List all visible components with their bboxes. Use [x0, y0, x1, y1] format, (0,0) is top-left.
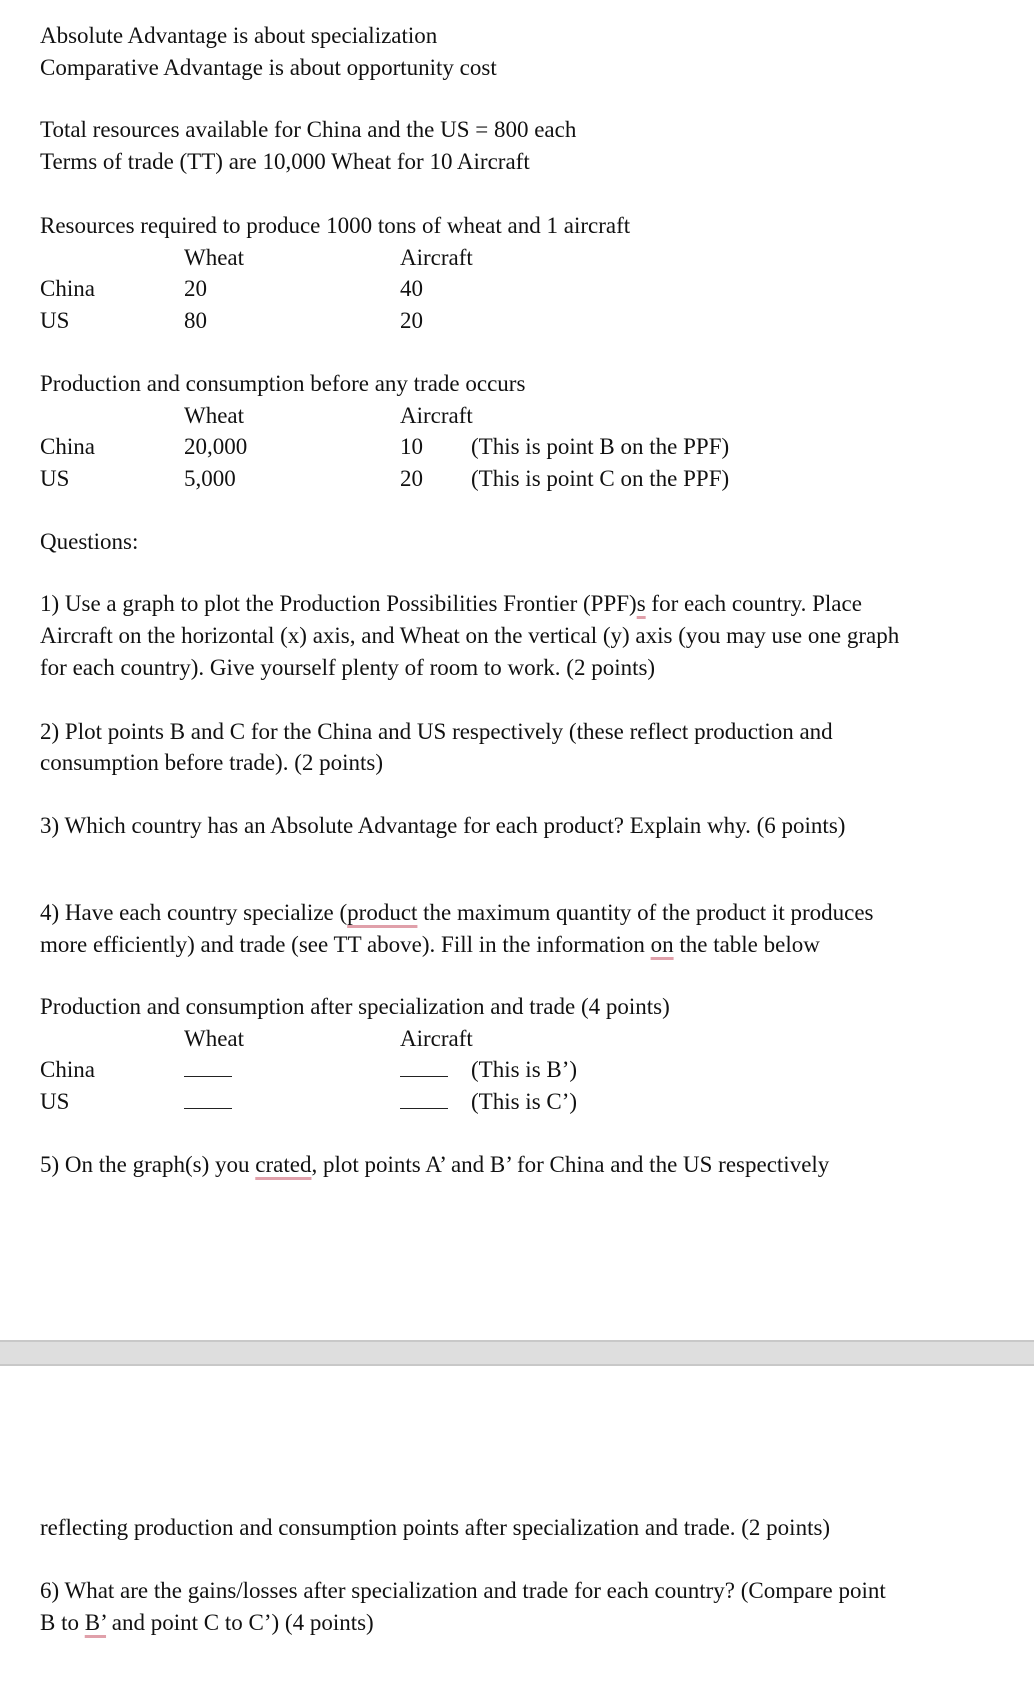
blank-aircraft-field[interactable] [400, 1054, 448, 1086]
col-head-wheat: Wheat [184, 403, 245, 428]
row-country: US [40, 466, 70, 491]
blank-wheat-field[interactable] [184, 1054, 232, 1086]
row-country: China [40, 276, 95, 301]
row-aircraft: 10 [400, 434, 423, 459]
row-aircraft: 40 [400, 276, 423, 301]
row-aircraft: 20 [400, 466, 423, 491]
row-wheat: 20 [184, 276, 207, 301]
question-2-line-2: consumption before trade). (2 points) [40, 750, 383, 775]
question-4-line-2: more efficiently) and trade (see TT above). Fill in the information on the table below [40, 932, 820, 957]
question-1-line-1: 1) Use a graph to plot the Production Possibilities Frontier (PPF)s for each country. Place [40, 591, 862, 616]
spellcheck-underline: product [347, 900, 418, 925]
col-head-aircraft: Aircraft [400, 245, 473, 270]
question-3: 3) Which country has an Absolute Advantage for each product? Explain why. (6 points) [40, 813, 846, 838]
before-trade-title: Production and consumption before any trade occurs [40, 371, 526, 396]
row-wheat: 20,000 [184, 434, 248, 459]
blank-wheat-field[interactable] [184, 1086, 232, 1118]
col-head-wheat: Wheat [184, 245, 245, 270]
question-5-line-1: 5) On the graph(s) you crated, plot points A’ and B’ for China and the US respectively [40, 1152, 830, 1177]
question-4-line-1: 4) Have each country specialize (product the maximum quantity of the product it produces [40, 900, 874, 925]
row-note: (This is C’) [471, 1089, 578, 1114]
row-wheat: 80 [184, 308, 207, 333]
spellcheck-underline: B’ [84, 1610, 107, 1635]
question-1-line-2: Aircraft on the horizontal (x) axis, and Wheat on the vertical (y) axis (you may use one graph [40, 623, 900, 648]
intro-line-terms: Terms of trade (TT) are 10,000 Wheat for 10 Aircraft [40, 149, 530, 174]
questions-heading: Questions: [40, 529, 139, 554]
col-head-aircraft: Aircraft [400, 1026, 473, 1051]
spellcheck-underline: on [650, 932, 674, 957]
question-6-line-2: B to B’ and point C to C’) (4 points) [40, 1610, 374, 1635]
col-head-aircraft: Aircraft [400, 403, 473, 428]
row-note: (This is point B on the PPF) [471, 434, 730, 459]
row-country: US [40, 1089, 70, 1114]
intro-line-absolute: Absolute Advantage is about specialization [40, 23, 438, 48]
row-country: China [40, 434, 95, 459]
question-5-continued: reflecting production and consumption points after specialization and trade. (2 points) [40, 1515, 831, 1540]
intro-line-resources: Total resources available for China and the US = 800 each [40, 117, 577, 142]
after-trade-title: Production and consumption after specialization and trade (4 points) [40, 994, 670, 1019]
page-break-divider [0, 1340, 1034, 1366]
row-wheat: 5,000 [184, 466, 236, 491]
question-1-line-3: for each country). Give yourself plenty of room to work. (2 points) [40, 655, 656, 680]
question-6-line-1: 6) What are the gains/losses after specialization and trade for each country? (Compare point [40, 1578, 886, 1603]
intro-line-comparative: Comparative Advantage is about opportunity cost [40, 55, 497, 80]
col-head-wheat: Wheat [184, 1026, 245, 1051]
row-country: China [40, 1057, 95, 1082]
resources-title: Resources required to produce 1000 tons of wheat and 1 aircraft [40, 213, 631, 238]
question-2-line-1: 2) Plot points B and C for the China and US respectively (these reflect production and [40, 719, 833, 744]
blank-aircraft-field[interactable] [400, 1086, 448, 1118]
row-note: (This is B’) [471, 1057, 578, 1082]
row-aircraft: 20 [400, 308, 423, 333]
document-page-2 [0, 1366, 1034, 1708]
row-note: (This is point C on the PPF) [471, 466, 730, 491]
spellcheck-underline: s [636, 591, 646, 616]
spellcheck-underline: crated [255, 1152, 312, 1177]
row-country: US [40, 308, 70, 333]
